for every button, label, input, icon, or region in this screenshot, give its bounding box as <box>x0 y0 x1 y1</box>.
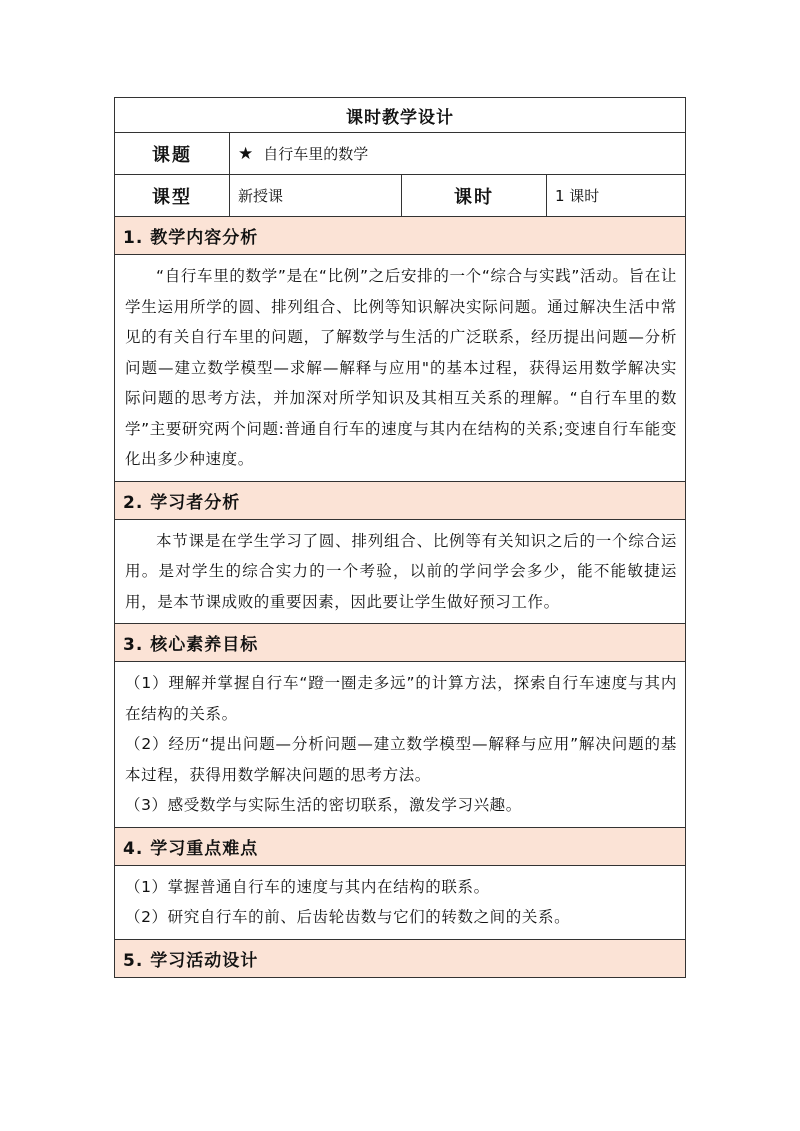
type-label: 课型 <box>115 175 230 217</box>
section-heading: 5. 学习活动设计 <box>115 939 686 977</box>
section-heading: 1. 教学内容分析 <box>115 217 686 255</box>
star-icon: ★ <box>238 144 254 164</box>
section-content-row <box>115 519 686 624</box>
topic-value-cell <box>230 133 686 175</box>
section-header-row <box>115 827 686 865</box>
objective-item: （2）经历“提出问题—分析问题—建立数学模型—解释与应用”解决问题的基本过程，获得用数学解决问题的思考方法。 <box>125 735 677 784</box>
objective-item: （1）理解并掌握自行车“蹬一圈走多远”的计算方法，探索自行车速度与其内在结构的关系。 <box>125 674 677 723</box>
section-heading: 4. 学习重点难点 <box>115 827 686 865</box>
section-content-row <box>115 865 686 939</box>
lesson-design-table <box>114 97 686 978</box>
period-value: 1 课时 <box>547 175 686 217</box>
section-content <box>115 662 686 828</box>
type-value: 新授课 <box>230 175 402 217</box>
key-point-item: （2）研究自行车的前、后齿轮齿数与它们的转数之间的关系。 <box>125 908 571 926</box>
section-content <box>115 519 686 624</box>
topic-row <box>115 133 686 175</box>
objective-item: （3）感受数学与实际生活的密切联系，激发学习兴趣。 <box>125 796 522 814</box>
section-content-row <box>115 255 686 482</box>
section-content-row <box>115 662 686 828</box>
section-content <box>115 255 686 482</box>
topic-value: 自行车里的数学 <box>263 145 369 163</box>
section-header-row <box>115 217 686 255</box>
section-header-row <box>115 481 686 519</box>
paragraph: “自行车里的数学”是在“比例”之后安排的一个“综合与实践”活动。旨在让学生运用所学的圆、排列组合、比例等知识解决实际问题。通过解决生活中常见的有关自行车里的问题，了解数学与生活的广泛联系，经历提出问题—分析问题—建立数学模型—求解—解释与应用"的基本过程，获得运用数学解决实际问题的思考方法，并加深对所学知识及其相互关系的理解。“自行车里的数学”主要研究两个问题:普通自行车的速度与其内在结构的关系;变速自行车能变化出多少种速度。 <box>125 267 677 468</box>
period-label: 课时 <box>402 175 547 217</box>
paragraph: 本节课是在学生学习了圆、排列组合、比例等有关知识之后的一个综合运用。是对学生的综合实力的一个考验，以前的学问学会多少，能不能敏捷运用，是本节课成败的重要因素，因此要让学生做好预习工作。 <box>125 531 677 611</box>
document-title: 课时教学设计 <box>115 98 686 133</box>
topic-label: 课题 <box>115 133 230 175</box>
type-row <box>115 175 686 217</box>
section-heading: 2. 学习者分析 <box>115 481 686 519</box>
section-heading: 3. 核心素养目标 <box>115 624 686 662</box>
key-point-item: （1）掌握普通自行车的速度与其内在结构的联系。 <box>125 877 490 896</box>
section-content <box>115 865 686 939</box>
section-header-row <box>115 939 686 977</box>
title-row <box>115 98 686 133</box>
section-header-row <box>115 624 686 662</box>
